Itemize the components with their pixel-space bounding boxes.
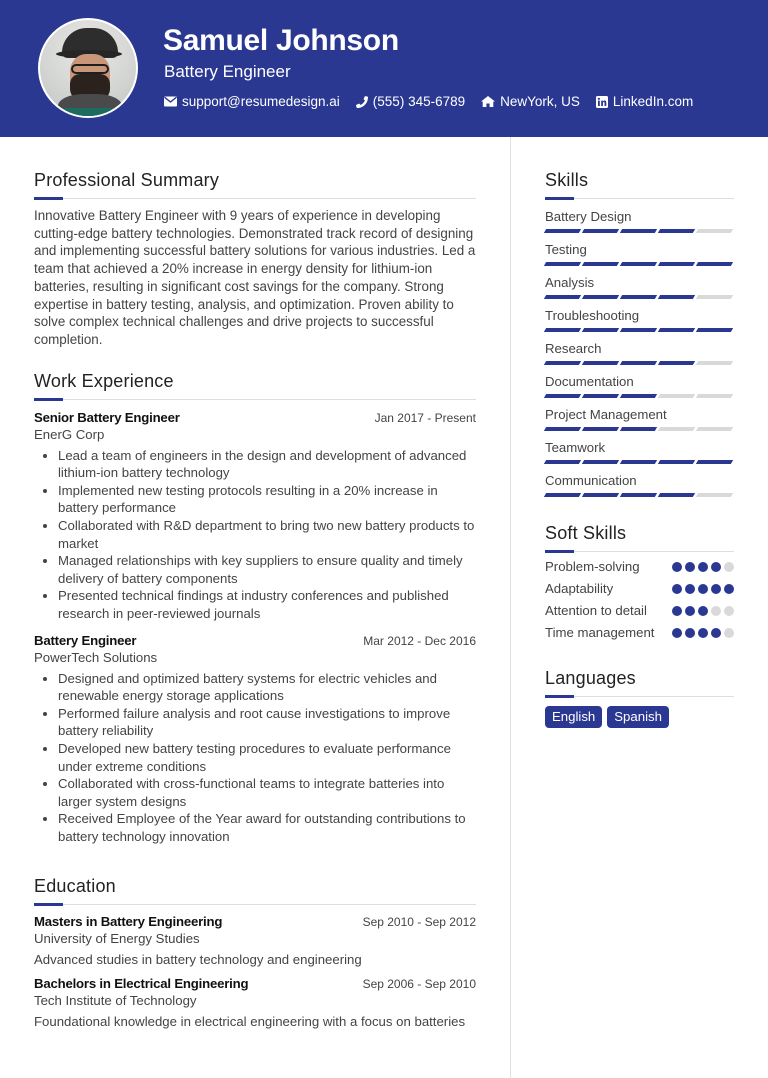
skill-level-segment: [620, 328, 657, 332]
skill-level-segment: [582, 493, 619, 497]
summary-section: [34, 170, 476, 349]
section-heading: Education: [34, 876, 476, 905]
rating-dot-icon: [698, 562, 708, 572]
sidebar-column: [545, 170, 734, 750]
skill-level-segment: [582, 229, 619, 233]
contact-location: NewYork, US: [481, 94, 580, 109]
skill-level-segment: [620, 493, 657, 497]
rating-dot-icon: [685, 628, 695, 638]
degree: Masters in Battery Engineering: [34, 913, 223, 929]
job-bullets: [34, 670, 476, 846]
skill-level-bar: [545, 460, 734, 464]
job-bullets: [34, 447, 476, 623]
skill-level-segment: [544, 460, 581, 464]
rating-dot-icon: [685, 606, 695, 616]
rating-dot-icon: [672, 628, 682, 638]
soft-skill-item: [545, 602, 734, 620]
skill-level-segment: [544, 262, 581, 266]
skill-name: Troubleshooting: [545, 308, 640, 323]
job-title: Battery Engineer: [34, 632, 137, 648]
soft-skill-item: [545, 580, 734, 598]
list-item: • Developed new battery testing procedures to evaluate performance under extreme conditions: [58, 740, 476, 775]
envelope-icon: [164, 96, 177, 107]
skill-level-segment: [544, 328, 581, 332]
section-heading: Professional Summary: [34, 170, 476, 199]
skill-name: Testing: [545, 242, 587, 257]
soft-skill-item: [545, 558, 734, 576]
language-badge: English: [545, 706, 602, 728]
soft-skill-name: Problem-solving: [545, 559, 640, 574]
contact-list: [164, 94, 693, 109]
skill-level-segment: [696, 493, 733, 497]
skill-name: Analysis: [545, 275, 595, 290]
soft-skill-name: Adaptability: [545, 581, 614, 596]
education-dates: Sep 2010 - Sep 2012: [362, 914, 476, 929]
resume-header: [0, 0, 768, 137]
list-item: • Managed relationships with key suppliers to ensure quality and timely delivery of battery components: [58, 552, 476, 587]
skill-level-segment: [658, 361, 695, 365]
skill-level-segment: [696, 394, 733, 398]
skill-level-segment: [696, 229, 733, 233]
rating-dot-icon: [698, 628, 708, 638]
list-item: • Collaborated with cross-functional teams to integrate batteries into larger system designs: [58, 775, 476, 810]
skill-level-segment: [658, 328, 695, 332]
skill-name: Communication: [545, 473, 637, 488]
job-dates: Mar 2012 - Dec 2016: [363, 633, 476, 648]
skill-level-segment: [620, 460, 657, 464]
job-company: EnerG Corp: [34, 426, 105, 442]
skill-level-segment: [620, 427, 657, 431]
skill-level-segment: [620, 394, 657, 398]
skill-item: [545, 440, 734, 464]
job-dates: Jan 2017 - Present: [374, 410, 476, 425]
candidate-title: Battery Engineer: [164, 62, 291, 81]
list-item: • Designed and optimized battery systems for electric vehicles and renewable energy storage applications: [58, 670, 476, 705]
soft-skill-name: Time management: [545, 625, 655, 640]
job-entry: [34, 633, 476, 846]
skill-item: [545, 407, 734, 431]
skill-level-segment: [544, 394, 581, 398]
education-dates: Sep 2006 - Sep 2010: [362, 976, 476, 991]
school: Tech Institute of Technology: [34, 992, 197, 1008]
skill-level-segment: [544, 361, 581, 365]
skill-name: Battery Design: [545, 209, 632, 224]
language-list: [545, 706, 734, 728]
main-column: [34, 170, 476, 1051]
avatar: [38, 18, 138, 118]
job-entry: [34, 410, 476, 623]
education-entry: [34, 976, 476, 1029]
skill-level-segment: [696, 295, 733, 299]
skill-item: [545, 308, 734, 332]
soft-skill-rating: [672, 562, 734, 576]
linkedin-icon: [596, 96, 608, 108]
skill-level-segment: [658, 229, 695, 233]
skill-level-bar: [545, 295, 734, 299]
phone-icon: [356, 96, 368, 108]
skill-item: [545, 374, 734, 398]
section-heading: Languages: [545, 668, 734, 697]
section-heading: Skills: [545, 170, 734, 199]
skills-section: [545, 170, 734, 497]
skill-level-bar: [545, 328, 734, 332]
skill-level-bar: [545, 427, 734, 431]
rating-dot-icon: [685, 584, 695, 594]
skill-level-bar: [545, 262, 734, 266]
skill-name: Documentation: [545, 374, 634, 389]
experience-section: [34, 371, 476, 846]
skill-level-segment: [620, 295, 657, 299]
skill-level-segment: [582, 361, 619, 365]
skill-level-segment: [544, 427, 581, 431]
skill-level-segment: [696, 460, 733, 464]
skill-item: [545, 341, 734, 365]
skill-level-segment: [582, 262, 619, 266]
skill-level-segment: [696, 328, 733, 332]
skill-level-segment: [582, 328, 619, 332]
rating-dot-icon: [672, 562, 682, 572]
skill-level-segment: [696, 427, 733, 431]
language-badge: Spanish: [607, 706, 669, 728]
soft-skill-rating: [672, 584, 734, 598]
skill-level-segment: [582, 394, 619, 398]
skill-level-segment: [544, 295, 581, 299]
skill-item: [545, 275, 734, 299]
skill-level-segment: [620, 229, 657, 233]
summary-text: Innovative Battery Engineer with 9 years of experience in developing cutting-edge battery technologies. Demonstrated track record of designing and implementing successful battery solutions for various industries. Led a team that achieved a 20% increase in energy density for lithium-ion batteries, resulting in significant cost savings for the company. Strong expertise in battery testing, analysis, and optimization. Proven ability to solve complex technical challenges and drive projects to successful completion.: [34, 208, 476, 347]
rating-dot-icon: [672, 606, 682, 616]
skill-item: [545, 473, 734, 497]
skill-level-segment: [696, 262, 733, 266]
rating-dot-icon: [711, 628, 721, 638]
list-item: • Collaborated with R&D department to bring two new battery products to market: [58, 517, 476, 552]
rating-dot-icon: [711, 584, 721, 594]
rating-dot-icon: [698, 606, 708, 616]
list-item: • Performed failure analysis and root cause investigations to improve battery reliability: [58, 705, 476, 740]
list-item: • Received Employee of the Year award for outstanding contributions to battery technology innovation: [58, 810, 476, 845]
soft-skill-name: Attention to detail: [545, 603, 647, 618]
skills-list: [545, 209, 734, 497]
skill-level-segment: [544, 229, 581, 233]
education-entry: [34, 914, 476, 967]
skill-level-segment: [620, 262, 657, 266]
rating-dot-icon: [698, 584, 708, 594]
education-description: Foundational knowledge in electrical engineering with a focus on batteries: [34, 1013, 466, 1029]
contact-phone[interactable]: (555) 345-6789: [356, 94, 465, 109]
rating-dot-icon: [711, 562, 721, 572]
soft-skill-rating: [672, 606, 734, 620]
skill-name: Project Management: [545, 407, 667, 422]
skill-level-segment: [658, 427, 695, 431]
soft-skill-rating: [672, 628, 734, 642]
rating-dot-icon: [724, 606, 734, 616]
skill-level-segment: [658, 262, 695, 266]
rating-dot-icon: [672, 584, 682, 594]
skill-item: [545, 242, 734, 266]
soft-skill-item: [545, 624, 734, 642]
skill-level-bar: [545, 493, 734, 497]
soft-skills-section: [545, 523, 734, 642]
skill-level-segment: [582, 460, 619, 464]
contact-linkedin[interactable]: LinkedIn.com: [596, 94, 693, 109]
skill-level-segment: [658, 493, 695, 497]
skill-level-segment: [696, 361, 733, 365]
skill-level-segment: [658, 460, 695, 464]
skill-level-bar: [545, 229, 734, 233]
languages-section: [545, 668, 734, 728]
rating-dot-icon: [724, 628, 734, 638]
skill-level-segment: [544, 493, 581, 497]
section-heading: Soft Skills: [545, 523, 734, 552]
skill-level-segment: [582, 295, 619, 299]
candidate-name: Samuel Johnson: [163, 24, 399, 57]
contact-email[interactable]: support@resumedesign.ai: [164, 94, 340, 109]
skill-level-bar: [545, 394, 734, 398]
skill-level-segment: [582, 427, 619, 431]
skill-level-segment: [658, 295, 695, 299]
soft-skills-list: [545, 558, 734, 642]
skill-name: Teamwork: [545, 440, 606, 455]
home-icon: [481, 96, 495, 107]
skill-level-bar: [545, 361, 734, 365]
job-company: PowerTech Solutions: [34, 649, 158, 665]
degree: Bachelors in Electrical Engineering: [34, 975, 249, 991]
section-heading: Work Experience: [34, 371, 476, 400]
list-item: • Lead a team of engineers in the design and development of advanced lithium-ion battery technology: [58, 447, 476, 482]
job-title: Senior Battery Engineer: [34, 409, 180, 425]
skill-name: Research: [545, 341, 602, 356]
skill-level-segment: [658, 394, 695, 398]
skill-level-segment: [620, 361, 657, 365]
school: University of Energy Studies: [34, 930, 200, 946]
education-description: Advanced studies in battery technology and engineering: [34, 951, 362, 967]
list-item: • Presented technical findings at industry conferences and published research in peer-reviewed journals: [58, 587, 476, 622]
skill-item: [545, 209, 734, 233]
rating-dot-icon: [724, 562, 734, 572]
column-divider: [510, 137, 511, 1078]
rating-dot-icon: [711, 606, 721, 616]
rating-dot-icon: [685, 562, 695, 572]
education-section: [34, 876, 476, 1029]
rating-dot-icon: [724, 584, 734, 594]
list-item: • Implemented new testing protocols resulting in a 20% increase in battery performance: [58, 482, 476, 517]
